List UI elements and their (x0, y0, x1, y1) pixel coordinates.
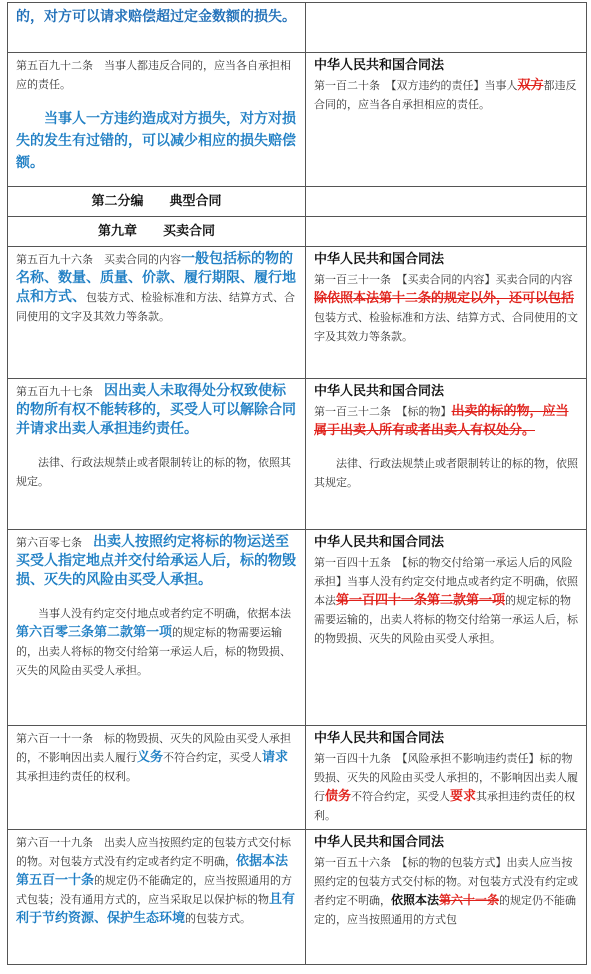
old-text: 第一百四十九条 【风险承担不影响违约责任】标的物毁损、灭失的风险由买受人承担的，不影响因出卖人履行 (314, 752, 578, 803)
old-clause-text (314, 553, 580, 648)
table-cell-right (306, 3, 587, 53)
table-row (8, 217, 587, 247)
old-text: 第一百二十条 【双方违约的责任】当事人 (314, 79, 518, 92)
old-clause-text (314, 749, 580, 825)
clause-text (16, 729, 299, 786)
table-cell-left (8, 3, 306, 53)
old-clause-text (314, 76, 580, 114)
clause-part: 包装方式、检验标准和方法、结算方式、合同使用的文字及其效力等条款。 (16, 291, 295, 323)
table-cell-left (8, 830, 306, 965)
deleted-text: 第六十一条 (439, 893, 500, 907)
table-cell-right (306, 247, 587, 379)
table-cell-right (306, 217, 587, 247)
clause-part: 不符合约定，买受人 (163, 751, 263, 764)
highlight-text: 义务 (137, 750, 164, 765)
law-title: 中华人民共和国合同法 (314, 835, 445, 850)
highlight-text: 第六百零三条第二款第一项 (16, 625, 173, 640)
table-cell-right (306, 53, 587, 187)
old-text: 第一百三十一条 【买卖合同的内容】买卖合同的内容 (314, 273, 573, 286)
bold-text: 依照本法 (391, 893, 440, 907)
deleted-text: 第一百四十一条第二款第一项 (336, 593, 506, 608)
highlight-text: 且有利于节约资源、保护生态环境 (16, 892, 296, 926)
clause-part: 的规定标的物需要运输的，出卖人将标的物交付给第一承运人后，标的物毁损、灭失的风险由买受人承担。 (16, 626, 291, 677)
table-row (8, 379, 587, 530)
clause-part: 第五百九十七条 (16, 385, 104, 398)
deleted-text: 出卖的标的物，应当属于出卖人所有或者出卖人有权处分。 (314, 404, 569, 438)
table-row (8, 247, 587, 379)
deleted-text: 双方 (517, 78, 544, 93)
comparison-table (7, 2, 587, 965)
clause-part: 第六百一十一条 标的物毁损、灭失的风险由买受人承担的，不影响因出卖人履行 (16, 732, 291, 764)
clause-text: 第五百九十二条 当事人都违反合同的，应当各自承担相应的责任。 (16, 59, 291, 91)
table-row (8, 726, 587, 830)
table-cell-left (8, 726, 306, 830)
clause-part: 当事人没有约定交付地点或者约定不明确，依据本法 (38, 607, 291, 620)
table-cell-left (8, 247, 306, 379)
clause-part: 的包装方式。 (185, 912, 252, 925)
comparison-table-wrapper (7, 2, 584, 965)
clause-part: 其承担违约责任的权利。 (16, 770, 137, 783)
highlight-text: 一般包括标的物的名称、数量、质量、价款、履行期限、履行地点和方式、 (16, 251, 296, 305)
law-title: 中华人民共和国合同法 (314, 384, 445, 399)
highlight-text: 因出卖人未取得处分权致使标的物所有权不能转移的，买受人可以解除合同并请求出卖人承担违约责任。 (16, 383, 296, 437)
clause-part: 的规定仍不能确定的，应当按照通用的方式包装；没有通用方式的，应当采取足以保护标的物 (16, 874, 293, 906)
clause-text (16, 833, 299, 928)
changed-text: 债务 (325, 789, 352, 804)
table-row (8, 830, 587, 965)
law-title: 中华人民共和国合同法 (314, 252, 445, 267)
clause-part: 第五百九十六条 买卖合同的内容 (16, 253, 181, 266)
table-cell-left (8, 53, 306, 187)
table-cell-right (306, 187, 587, 217)
clause-text (16, 533, 299, 590)
law-title: 中华人民共和国合同法 (314, 58, 445, 73)
old-text: 第一百四十五条 【标的物交付给第一承运人后的风险承担】当事人没有约定交付地点或者约定不明确，依照本法 (314, 556, 578, 607)
old-text: 的规定标的物需要运输的，出卖人将标的物交付给第一承运人后，标的物毁损、灭失的风险由买受人承担。 (314, 594, 578, 645)
law-title: 中华人民共和国合同法 (314, 535, 445, 550)
old-text: 包装方式、检验标准和方法、结算方式、合同使用的文字及其效力等条款。 (314, 311, 578, 343)
highlight-text: 出卖人按照约定将标的物运送至买受人指定地点并交付给承运人后，标的物毁损、灭失的风险由买受人承担。 (16, 534, 296, 588)
old-text: 都违反合同的，应当各自承担相应的责任。 (314, 79, 577, 111)
table-row (8, 530, 587, 726)
clause-continuation: 的，对方可以请求赔偿超过定金数额的损失。 (16, 9, 296, 25)
old-text: 第一百五十六条 【标的物的包装方式】出卖人应当按照约定的包装方式交付标的物。对包装方式没有约定或者约定不明确， (314, 856, 578, 907)
old-text: 法律、行政法规禁止或者限制转让的标的物，依照其规定。 (314, 457, 578, 489)
table-cell-right (306, 530, 587, 726)
table-cell-left (8, 379, 306, 530)
clause-text (16, 604, 299, 680)
old-clause-text (314, 853, 580, 929)
clause-text: 法律、行政法规禁止或者限制转让的标的物，依照其规定。 (16, 456, 291, 488)
old-text: 其承担违约责任的权利。 (314, 790, 576, 822)
old-clause-text (314, 402, 580, 440)
table-cell-right (306, 830, 587, 965)
law-title: 中华人民共和国合同法 (314, 731, 445, 746)
clause-text (16, 382, 299, 439)
table-cell-left (8, 530, 306, 726)
old-text: 第一百三十二条 【标的物】 (314, 405, 452, 418)
clause-part: 第六百一十九条 出卖人应当按照约定的包装方式交付标的物。对包装方式没有约定或者约定不明确， (16, 836, 291, 868)
changed-text: 要求 (450, 789, 477, 804)
table-row (8, 53, 587, 187)
table-row (8, 187, 587, 217)
deleted-text: 除依照本法第十二条的规定以外，还可以包括 (314, 291, 575, 306)
table-row (8, 3, 587, 53)
clause-text (16, 250, 299, 326)
section-heading: 第二分编 典型合同 (8, 187, 306, 217)
old-text: 不符合约定，买受人 (351, 790, 451, 803)
chapter-heading: 第九章 买卖合同 (8, 217, 306, 247)
old-clause-text (314, 270, 580, 346)
new-clause-text: 当事人一方违约造成对方损失，对方对损失的发生有过错的，可以减少相应的损失赔偿额。 (16, 111, 296, 171)
old-text: 的规定仍不能确定的，应当按照通用的方式包 (314, 894, 577, 926)
clause-part: 第六百零七条 (16, 536, 93, 549)
highlight-text: 请求 (262, 750, 289, 765)
table-cell-right (306, 379, 587, 530)
table-cell-right (306, 726, 587, 830)
highlight-text: 依据本法第五百一十条 (16, 854, 289, 888)
